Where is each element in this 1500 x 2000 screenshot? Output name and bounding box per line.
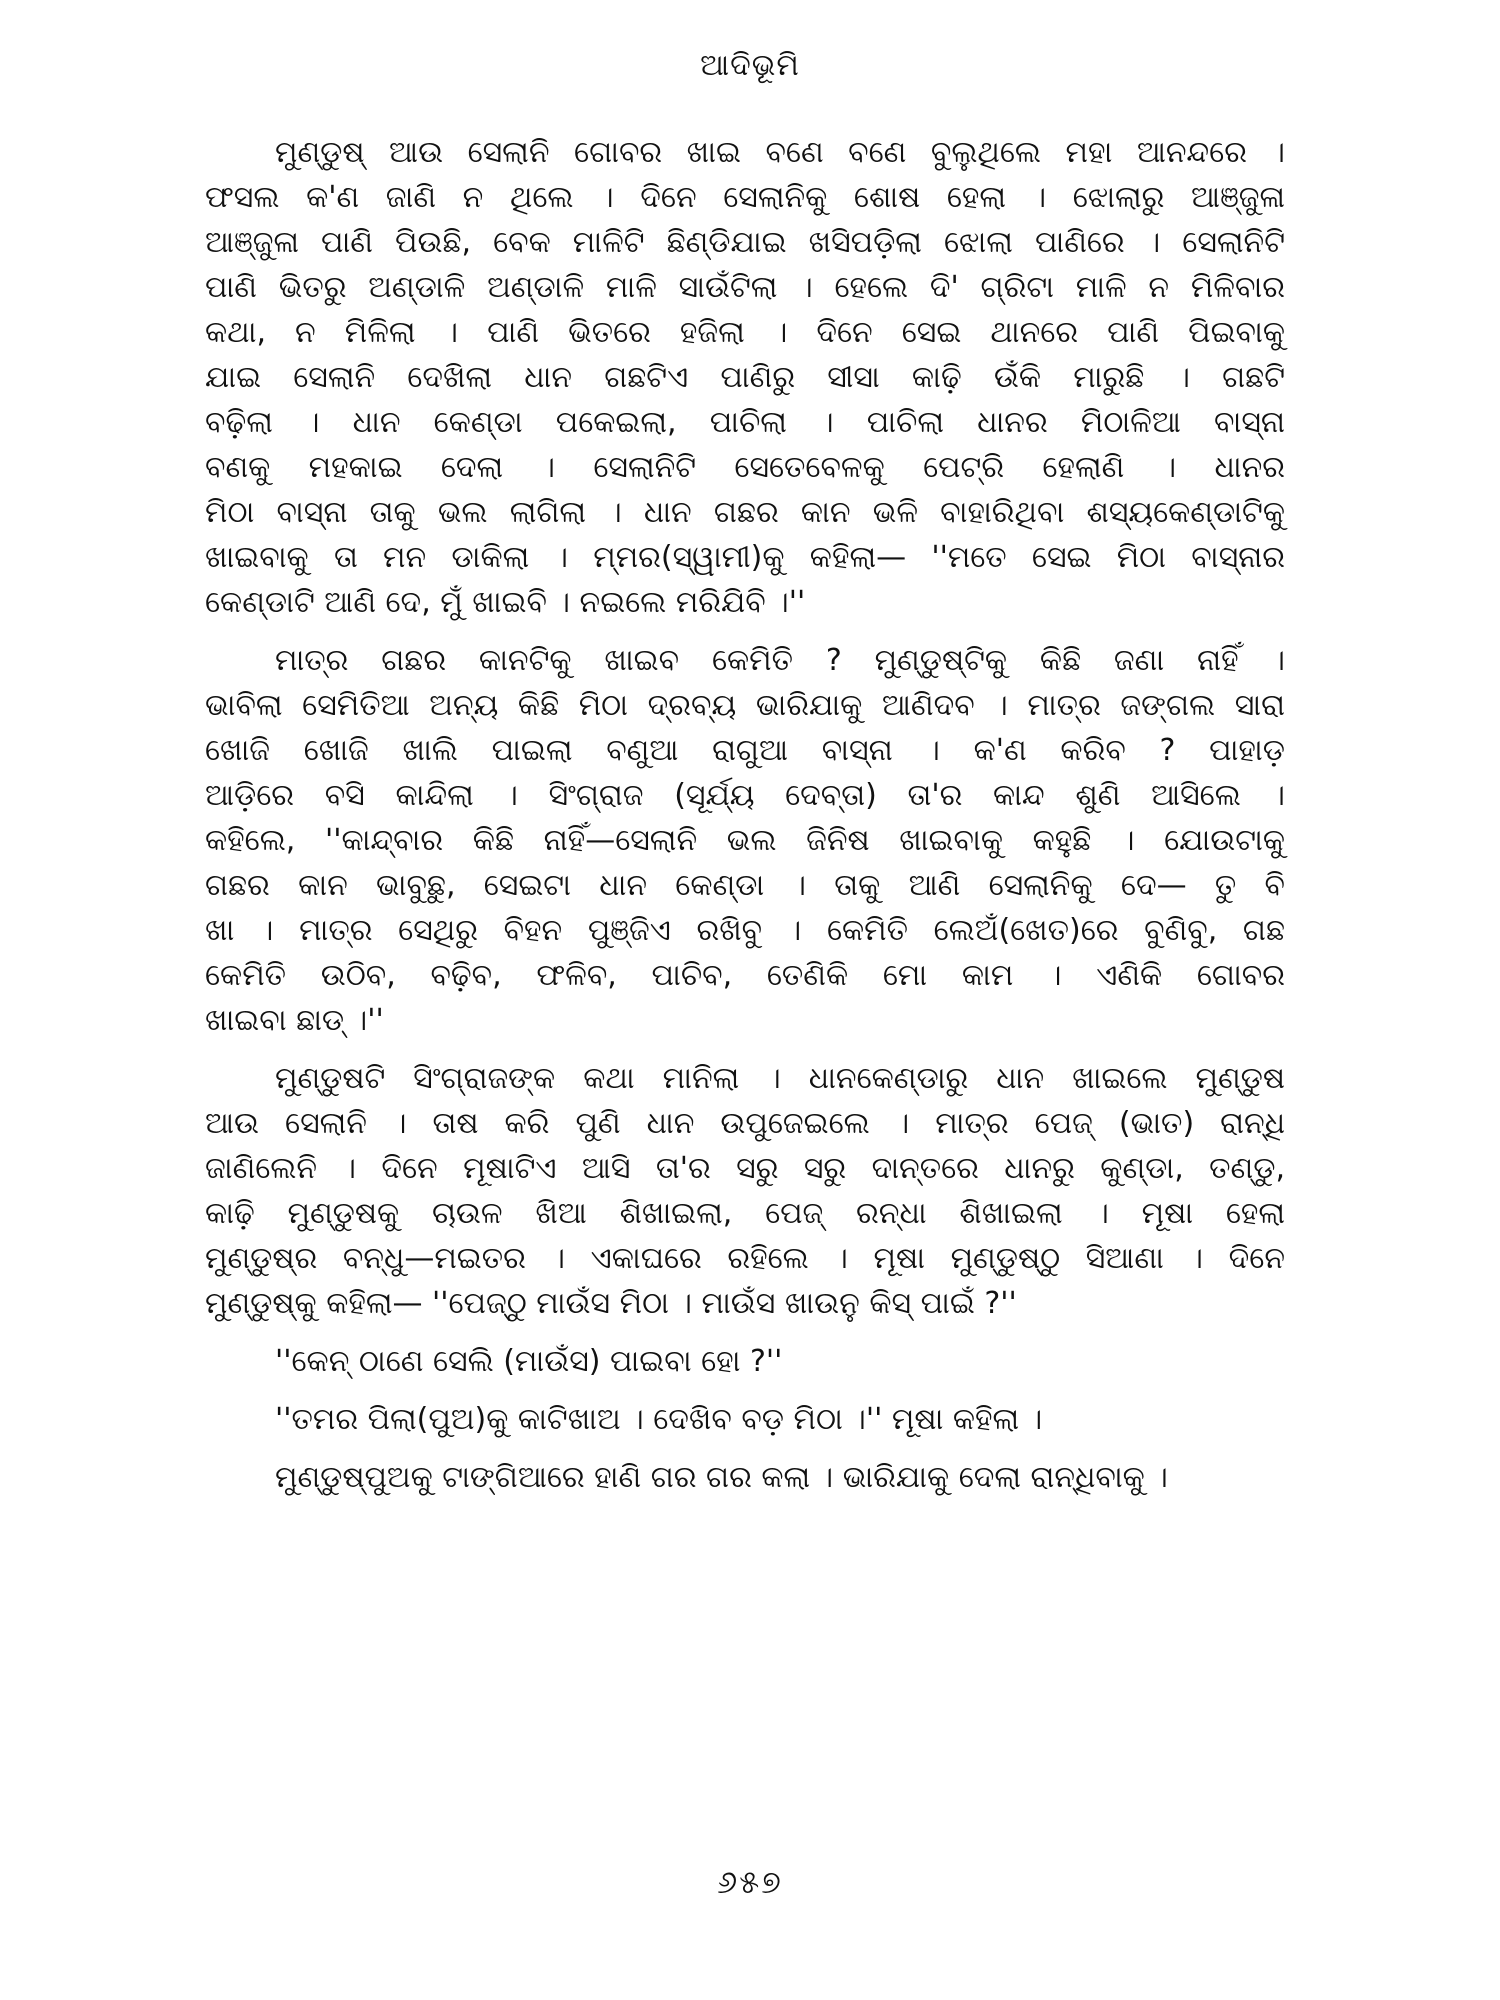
- paragraph-6: [205, 1455, 1285, 1500]
- text-line: ଖାଇବାକୁ ତା ମନ ଡାକିଲା । ମ୍ମର(ସ୍ୱାମୀ)କୁ କହିଲା— ''ମତେ ସେଇ ମିଠା ବାସ୍ନାର: [205, 540, 1285, 575]
- text-line: କଥା, ନ ମିଳିଲା । ପାଣି ଭିତରେ ହଜିଲା । ଦିନେ ସେଇ ଥାନରେ ପାଣି ପିଇବାକୁ: [205, 315, 1285, 350]
- text-line: ଖା । ମାତ୍ର ସେଥିରୁ ବିହନ ପୁଞ୍ଜିଏ ରଖିବୁ । କେମିତି ଲେଅଁ(ଖେତ)ରେ ବୁଣିବୁ, ଗଛ: [205, 913, 1285, 948]
- paragraph-5: [205, 1397, 1285, 1442]
- text-line: ଯାଇ ସେଲାନି ଦେଖିଲା ଧାନ ଗଛଟିଏ ପାଣିରୁ ସୀସା କାଢ଼ି ଉଁକି ମାରୁଛି । ଗଛଟି: [205, 360, 1285, 395]
- text-line: ଆଡ଼ିରେ ବସି କାନ୍ଦିଲା । ସିଂଗ୍ରାଜ (ସୂର୍ଯ୍ୟ ଦେବ୍‌ତା) ତା'ର କାନ୍ଦ ଶୁଣି ଆସିଲେ ।: [205, 778, 1285, 813]
- text-line: ଖୋଜି ଖୋଜି ଖାଲି ପାଇଲା ବଣୁଆ ରାଗୁଆ ବାସ୍ନା । କ'ଣ କରିବ ? ପାହାଡ଼: [205, 733, 1285, 768]
- text-line: ଖାଇବା ଛାଡ୍ ।'': [205, 1003, 384, 1038]
- text-line: ଆଞ୍ଜୁଳା ପାଣି ପିଉଛି, ବେକ ମାଳିଟି ଛିଣ୍ଡିଯାଇ ଖସିପଡ଼ିଲା ଝୋଲା ପାଣିରେ । ସେଲାନିଟି: [205, 225, 1285, 260]
- paragraph-1: [205, 130, 1285, 625]
- text-line: ଜାଣିଲେନି । ଦିନେ ମୂଷାଟିଏ ଆସି ତା'ର ସରୁ ସରୁ ଦାନ୍ତରେ ଧାନରୁ କୁଣ୍ଡା, ତଣ୍ଡୁ,: [205, 1151, 1285, 1186]
- paragraph-3: [205, 1056, 1285, 1326]
- text-line: ଫସଲ କ'ଣ ଜାଣି ନ ଥିଲେ । ଦିନେ ସେଲାନିକୁ ଶୋଷ ହେଲା । ଝୋଲାରୁ ଆଞ୍ଜୁଳା: [205, 180, 1285, 215]
- page-body: [205, 130, 1285, 1513]
- text-line: ପାଣି ଭିତରୁ ଅଣ୍ଡାଳି ଅଣ୍ଡାଳି ମାଳି ସାଉଁଟିଲା । ହେଲେ ଦି' ଗ୍ରିଟା ମାଳି ନ ମିଳିବାର: [205, 270, 1285, 305]
- text-line: ଆଉ ସେଲାନି । ତାଷ କରି ପୁଣି ଧାନ ଉପୁଜେଇଲେ । ମାତ୍ର ପେଜ୍ (ଭାତ) ରାନ୍ଧି: [205, 1106, 1285, 1141]
- text-line: ବଣକୁ ମହକାଇ ଦେଲା । ସେଲାନିଟି ସେତେବେଳକୁ ପେଟ୍‌ରି ହେଲାଣି । ଧାନର: [205, 450, 1285, 485]
- text-line: କେମିତି ଉଠିବ, ବଢ଼ିବ, ଫଳିବ, ପାଚିବ, ତେଣିକି ମୋ କାମ । ଏଣିକି ଗୋବର: [205, 958, 1285, 993]
- text-line: କାଢ଼ି ମୁଣ୍ଡୁଷକୁ ଚାଉଳ ଖିଆ ଶିଖାଇଲା, ପେଜ୍ ରନ୍ଧା ଶିଖାଇଲା । ମୂଷା ହେଲା: [205, 1196, 1285, 1231]
- text-line: ମୁଣ୍ଡୁଷ୍ ଆଉ ସେଲାନି ଗୋବର ଖାଇ ବଣେ ବଣେ ବୁଲୁଥିଲେ ମହା ଆନନ୍ଦରେ ।: [275, 135, 1285, 170]
- text-line: କେଣ୍ଡାଟି ଆଣି ଦେ, ମୁଁ ଖାଇବି । ନଇଲେ ମରିଯିବି ।'': [205, 585, 806, 620]
- page-number: ୬୫୭: [717, 1863, 783, 1901]
- text-line: ମିଠା ବାସ୍ନା ତାକୁ ଭଲ ଲାଗିଲା । ଧାନ ଗଛର କାନ ଭଳି ବାହାରିଥିବା ଶସ୍ୟକେଣ୍ଡାଟିକୁ: [205, 495, 1285, 530]
- text-line: ମୁଣ୍ଡୁଷ୍‌ର ବନ୍ଧୁ—ମଇତର । ଏକାଘରେ ରହିଲେ । ମୂଷା ମୁଣ୍ଡୁଷ୍‌ଠୁ ସିଆଣା । ଦିନେ: [205, 1241, 1285, 1276]
- running-head: ଆଦିଭୂମି: [700, 48, 800, 83]
- text-line: ଭାବିଲା ସେମିତିଆ ଅନ୍ୟ କିଛି ମିଠା ଦ୍ରବ୍ୟ ଭାରିଯାକୁ ଆଣିଦବ । ମାତ୍ର ଜଙ୍ଗଲ ସାରା: [205, 688, 1285, 723]
- text-line: ମୁଣ୍ଡୁଷ୍‌ପୁଅକୁ ଟାଙ୍ଗିଆରେ ହାଣି ଗର ଗର କଲା । ଭାରିଯାକୁ ଦେଲା ରାନ୍ଧିବାକୁ ।: [275, 1460, 1168, 1495]
- text-line: ମୁଣ୍ଡୁଷଟି ସିଂଗ୍ରାଜଙ୍କ କଥା ମାନିଲା । ଧାନକେଣ୍ଡାରୁ ଧାନ ଖାଇଲେ ମୁଣ୍ଡୁଷ: [275, 1061, 1285, 1096]
- text-line: ବଢ଼ିଲା । ଧାନ କେଣ୍ଡା ପକେଇଲା, ପାଚିଲା । ପାଚିଲା ଧାନର ମିଠାଳିଆ ବାସ୍ନା: [205, 405, 1285, 440]
- text-line: ''ତମର ପିଲା(ପୁଅ)କୁ କାଟିଖାଅ । ଦେଖିବ ବଡ଼ ମିଠା ।'' ମୂଷା କହିଲା ।: [275, 1402, 1043, 1437]
- text-line: କହିଲେ, ''କାନ୍ଦ୍‌ବାର କିଛି ନାହିଁ—ସେଲାନି ଭଲ ଜିନିଷ ଖାଇବାକୁ କହୁଛି । ଯୋଉଟାକୁ: [205, 823, 1285, 858]
- text-line: ଗଛର କାନ ଭାବୁଛୁ, ସେଇଟା ଧାନ କେଣ୍ଡା । ତାକୁ ଆଣି ସେଲାନିକୁ ଦେ— ତୁ ବି: [205, 868, 1285, 903]
- paragraph-4: [205, 1339, 1285, 1384]
- paragraph-2: [205, 638, 1285, 1043]
- text-line: ମୁଣ୍ଡୁଷ୍‌କୁ କହିଲା— ''ପେଜ୍‌ଠୁ ମାଉଁସ ମିଠା । ମାଉଁସ ଖାଉନୁ କିସ୍ ପାଇଁ ?'': [205, 1286, 1017, 1321]
- text-line: ମାତ୍ର ଗଛର କାନଟିକୁ ଖାଇବ କେମିତି ? ମୁଣ୍ଡୁଷ୍‌ଟିକୁ କିଛି ଜଣା ନାହିଁ ।: [275, 643, 1285, 678]
- text-line: ''କେନ୍ ଠାଣେ ସେଲି (ମାଉଁସ) ପାଇବା ହୋ ?'': [275, 1344, 783, 1379]
